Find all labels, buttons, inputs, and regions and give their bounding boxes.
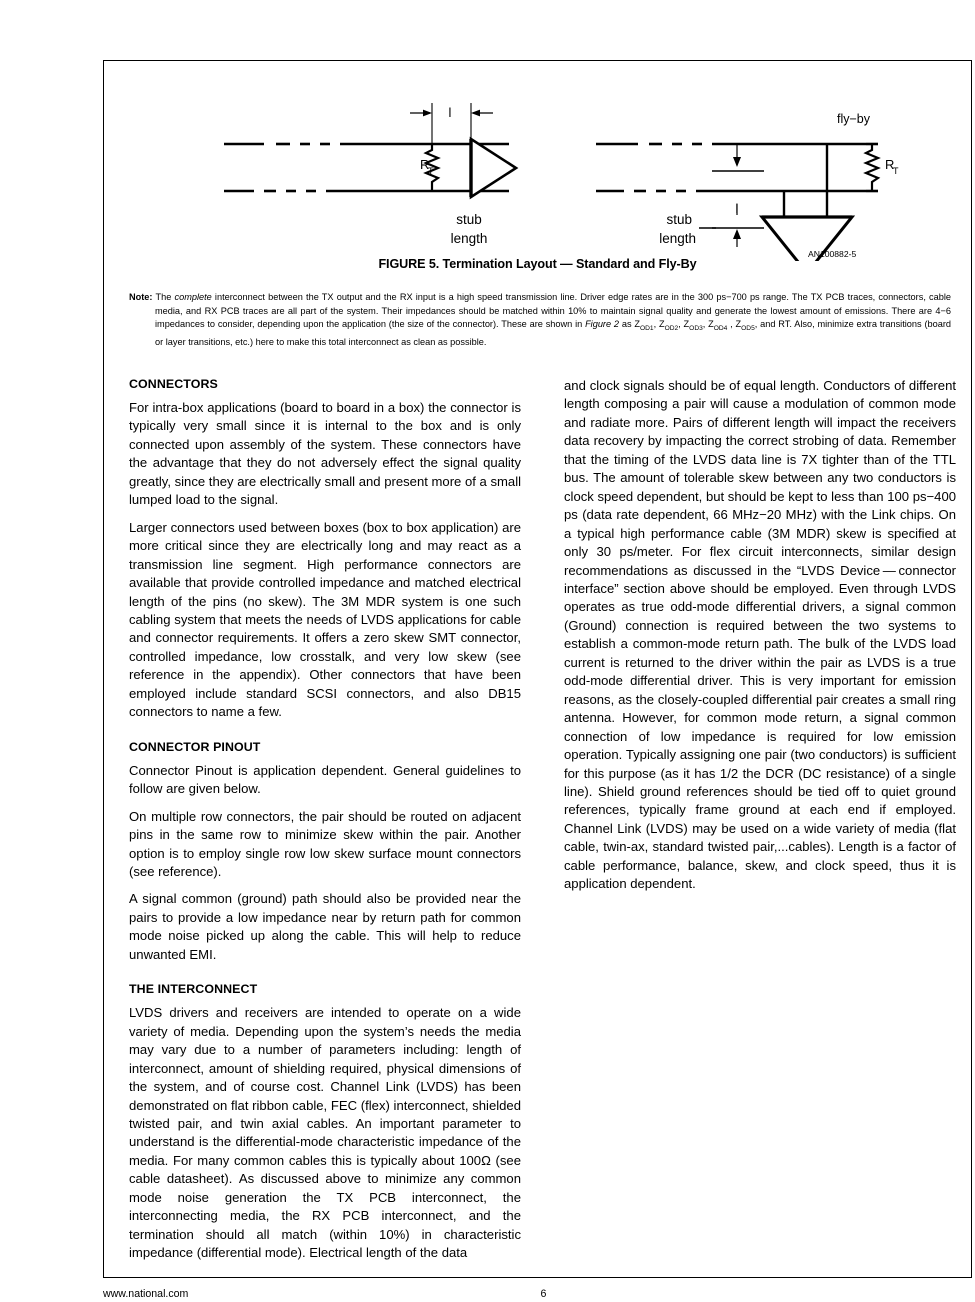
paragraph-interconnect-continued: and clock signals should be of equal length. Conductors of different length composing a pair will cause a modulation of common mode and radiate more. Pairs of different length will impact the receivers data recovery by impacting the correct strobing of data. Remember that the timing of the LVDS data line is 7X tighter than of the TTL bus. The amount of tolerable skew between any two conductors is clock speed dependent, but should be kept to less than 100 ps−400 ps (data rate dependent, 66 MHz−20 MHz) with the Link chips. On a typical high performance cable (3M MDR) skew is specified at only 30 ps/meter. For flex circuit interconnects, similar design recommendations as discussed in the “LVDS Device — connector interface” section above should be employed. Even through LVDS operates as true odd-mode differential drivers, a signal common (Ground) connection is required between the two systems to establish a common-mode return path. The bulk of the LVDS load current is returned to the driver within the pair as LVDS is a true odd-mode differential driver. This is very important for emission reasons, as the closely-coupled differential pair creates a small ring antenna. However, for common mode return, a signal common connection of low impedance is required for low emission operation. Typically assigning one pair (two conductors) is sufficient for this purpose (as it has 1/2 the DCR (DC resistance) of a single line). Shield ground references should be tied off to quiet ground references, typically frame ground at each end if employed. Channel Link (LVDS) may be used on a wide variety of media (flat cable, twin-ax, standard twisted pair,...cables). Length is a factor of cable performance, balance, skew, and clock speed, thus it is application dependent. [564,378,957,892]
left-column [129,377,521,1263]
note-label: Note: [129,292,153,302]
receiver-triangle [471,139,516,197]
paragraph-interconnect-1: LVDS drivers and receivers are intended to operate on a wide variety of media. Depending upon the system’s needs the media may vary due to a number of parameters including: length of interconnect, amount of shielding required, physical dimensions of the system, and of course cost. Channel Link (LVDS) has been demonstrated on flat ribbon cable, FEC (flex) interconnect, shielded twisted pair, and twin axial cables. An important parameter to understand is the differential-mode characteristic impedance of the media. For many common cables this is typically about 100Ω (see cable datasheet). As discussed above to minimize any common mode noise generation the TX PCB interconnect, the interconnecting media, the RX PCB interconnect, and the termination should all match (within 10%) in characteristic impedance (differential mode). Electrical length of the data [129,1005,521,1261]
note-sub-od4: OD4 [713,325,728,333]
note-sub-od5: OD5 [741,325,755,333]
footer-page-number: 6 [540,1288,547,1300]
note-text-4: , Z [653,319,665,330]
note-italic-complete: complete [174,292,212,302]
figure-caption: FIGURE 5. Termination Layout — Standard and Fly-By [378,257,697,271]
note-text-5: , Z [678,319,690,330]
figure-id-label: AN100882-5 [808,249,857,259]
note-text-2: interconnect between the TX output and the RX input is a high speed transmission line. Driver edge rates are in the 300 ps−700 ps range. The TX PCB traces, connectors, cable media, and RX PCB traces are all part of the system. Their impedances should be matched within 10% to maintain signal quality and generate the lowest amount of emissions. There are 4−6 impedances to consider, depending upon the application (the size of the connector). These are shown in [155,292,951,330]
note-sub-od3: OD3 [689,325,703,333]
figure-note [129,291,951,349]
note-italic-figure2: Figure 2 [585,319,620,330]
page-footer [103,1288,972,1302]
body-columns [129,377,957,1261]
right-resistor-label: R [885,157,895,172]
flyby-resistor-rt-symbol [866,144,878,191]
heading-the-interconnect: THE INTERCONNECT [129,982,258,997]
paragraph-connectors-2: Larger connectors used between boxes (box to box application) are more critical since they are electrically long and may react as a transmission line segment. High performance connectors are available that provide controlled impedance and matched electrical length of the pins (no skew). The 3M MDR system is one such cabling system that meets the needs of LVDS applications for cable and connector requirements. It offers a zero skew SMT connector, controlled impedance, low crosstalk, and very low skew (see reference in the appendix). Other connectors that have been employed include standard SCSI connectors, and also DB15 connectors to name a few. [129,519,521,720]
heading-connector-pinout: CONNECTOR PINOUT [129,739,261,754]
heading-connectors: CONNECTORS [129,377,218,391]
standard-termination-diagram [224,103,516,197]
left-resistor-label: R [420,157,430,172]
note-paragraph [129,291,951,349]
note-text-7: , Z [727,319,742,330]
right-stub-label-line2: length [659,231,696,246]
page-content-frame [103,60,972,1278]
left-stub-label-line1: stub [456,212,482,227]
note-text-3: as Z [619,319,641,330]
right-stub-marker: l [735,201,739,216]
note-text-6: , Z [702,319,714,330]
right-stub-label-line1: stub [666,212,692,227]
paragraph-pinout-1: Connector Pinout is application dependent. General guidelines to follow are given below. [129,762,521,797]
left-resistor-subscript: T [428,166,434,176]
paragraph-pinout-3: A signal common (ground) path should also be provided near the pairs to provide a low impedance near by return path for common mode noise picked up along the cable. This will help to reduce unwanted EMI. [129,891,521,962]
footer-website[interactable]: www.national.com [103,1288,189,1300]
note-text-1: The [152,292,175,302]
right-column [564,377,956,894]
figure-5-termination-layout [104,61,971,279]
note-sub-od1: OD1 [640,325,654,333]
flyby-label: fly−by [837,112,871,126]
paragraph-connectors-1: For intra-box applications (board to board in a box) the connector is typically very small since it is internal to the box and is only connected upon assembly of the system. These connectors have the advantage that they do not adversely effect the signal quality greatly, since they are electrically small and present more of a small lumped load to the signal. [129,400,522,508]
left-stub-marker: l [448,105,452,120]
left-stub-label-line2: length [450,231,488,246]
note-sub-od2: OD2 [664,325,679,333]
termination-layout-diagram [104,61,971,261]
note-text-8: , and RT. Also, minimize extra transitions (board or layer transitions, etc.) here to make this total interconnect as clean as possible. [155,319,951,347]
right-resistor-subscript: T [893,166,899,176]
paragraph-pinout-2: On multiple row connectors, the pair should be routed on adjacent pins in the same row to minimize skew within the pair. Another option is to employ single row low skew surface mount connectors (see reference). [129,808,521,879]
